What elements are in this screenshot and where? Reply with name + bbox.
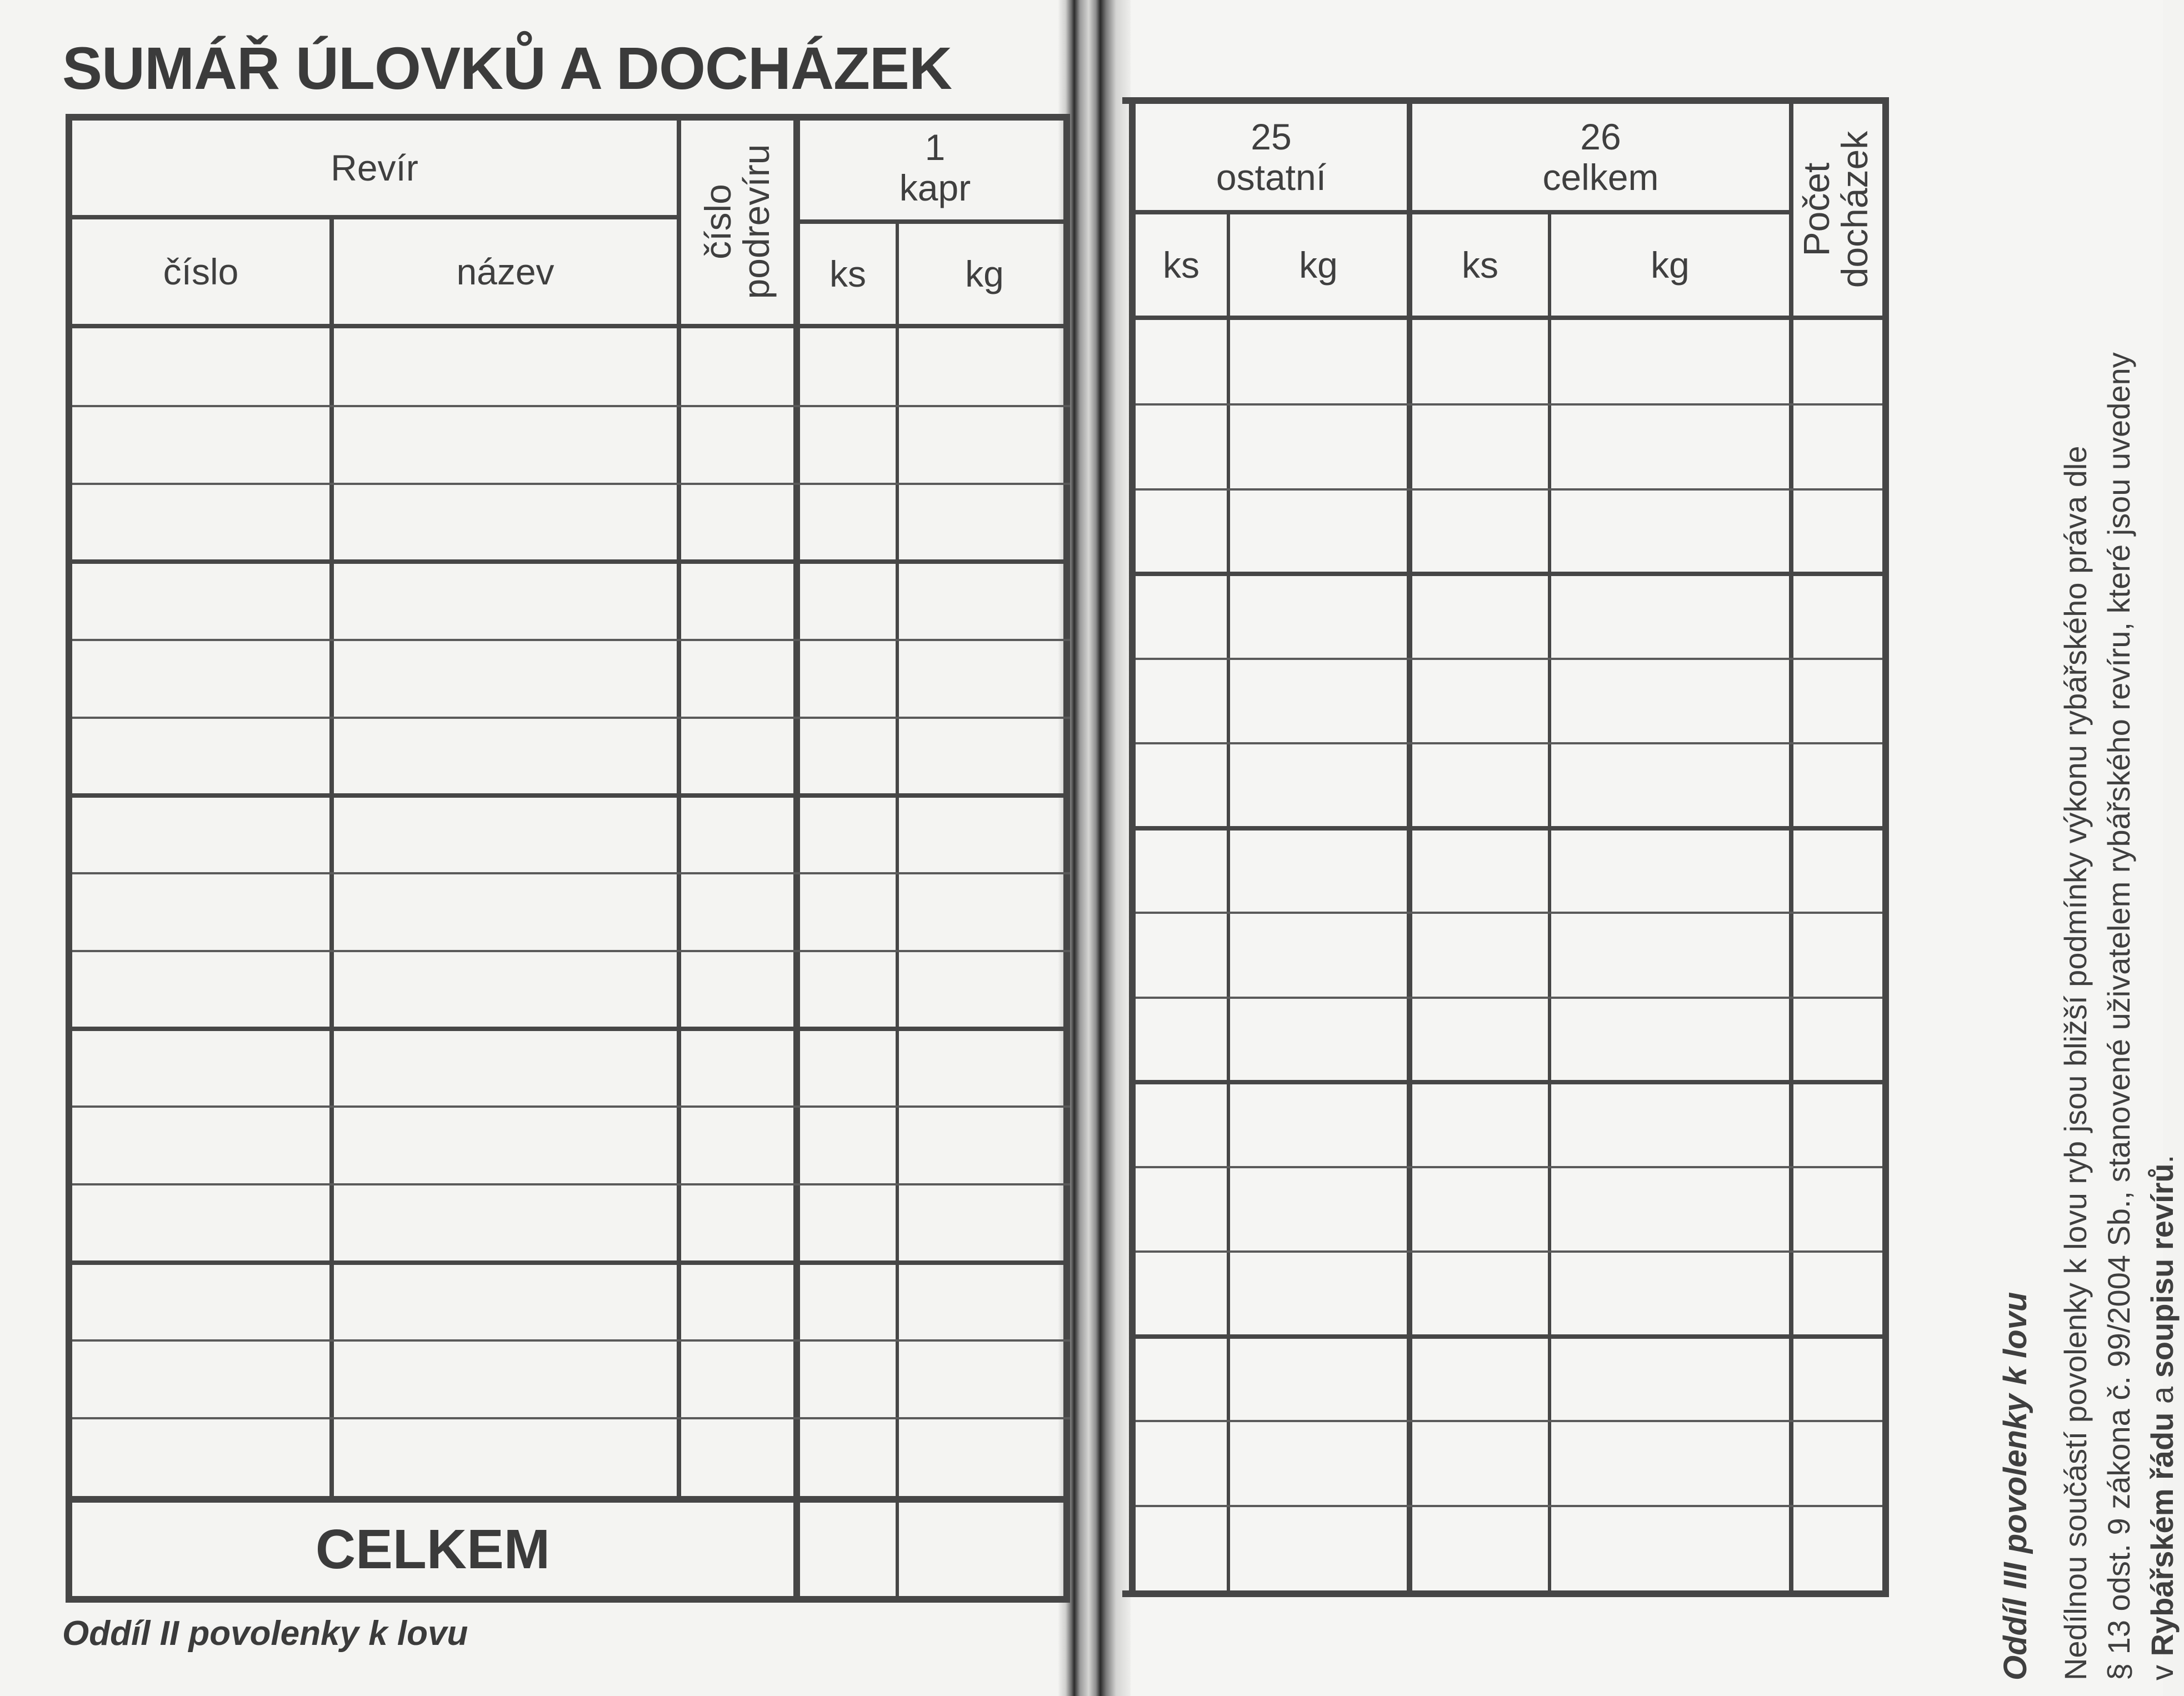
header-celkem-ks: ks xyxy=(1462,244,1498,286)
page-title: SUMÁŘ ÚLOVKŮ A DOCHÁZEK xyxy=(62,34,952,102)
table-row xyxy=(72,950,1070,952)
table-row xyxy=(1136,658,1882,660)
header-nazev: název xyxy=(456,251,554,292)
header-ostatni-ks: ks xyxy=(1163,244,1200,286)
table-row xyxy=(1136,1250,1882,1253)
table-row xyxy=(1136,1505,1882,1507)
header-cislo-podreviru: číslo podrevíru xyxy=(697,144,777,299)
note-line-2: § 13 odst. 9 zákona č. 99/2004 Sb., stanovené uživatelem rybářského revíru, které jsou uvedeny xyxy=(2101,352,2136,1680)
section-label-left: Oddíl II povolenky k lovu xyxy=(62,1614,468,1653)
table-row xyxy=(1136,1420,1882,1422)
table-row xyxy=(72,793,1070,798)
header-celkem: 26 celkem xyxy=(1542,116,1659,198)
table-row xyxy=(72,405,1070,407)
header-kapr: 1 kapr xyxy=(899,127,971,208)
table-row xyxy=(72,1183,1070,1185)
header-kapr-kg: kg xyxy=(965,253,1004,294)
table-row xyxy=(1136,742,1882,744)
table-row xyxy=(1136,403,1882,406)
table-row xyxy=(72,559,1070,564)
table-row xyxy=(1136,572,1882,576)
header-ostatni-kg: kg xyxy=(1299,244,1338,286)
note-line-1: Nedílnou součástí povolenky k lovu ryb jsou bližší podmínky výkonu rybářského práva dle xyxy=(2058,446,2093,1680)
table-row xyxy=(72,483,1070,485)
table-row xyxy=(72,1260,1070,1265)
header-ostatni: 25 ostatní xyxy=(1216,116,1327,198)
header-pocet-dochazek: Počet docházek xyxy=(1795,131,1875,288)
note-line-3: v Rybářském řádu a soupisu revírů. xyxy=(2145,1154,2180,1680)
header-celkem-kg: kg xyxy=(1651,244,1690,286)
table-row xyxy=(72,717,1070,719)
table-row xyxy=(72,1417,1070,1419)
table-row xyxy=(1136,826,1882,831)
header-revir: Revír xyxy=(331,147,418,188)
table-row xyxy=(72,1027,1070,1031)
header-kapr-ks: ks xyxy=(829,253,866,294)
table-row xyxy=(1136,912,1882,914)
table-row xyxy=(72,1105,1070,1108)
section-note-right xyxy=(1994,42,2184,1680)
table-row xyxy=(72,639,1070,641)
table-row xyxy=(1136,997,1882,999)
table-row xyxy=(1136,488,1882,491)
table-row xyxy=(72,1339,1070,1342)
table-row xyxy=(1136,1080,1882,1084)
section-label-right: Oddíl III povolenky k lovu xyxy=(1997,1292,2033,1680)
right-table-frame xyxy=(1122,97,1889,1597)
total-row-label: CELKEM xyxy=(315,1518,551,1580)
table-row xyxy=(1136,1334,1882,1339)
table-row xyxy=(1136,1166,1882,1168)
table-row xyxy=(72,872,1070,874)
left-table-frame xyxy=(66,114,1070,1603)
header-cislo: číslo xyxy=(163,251,239,292)
